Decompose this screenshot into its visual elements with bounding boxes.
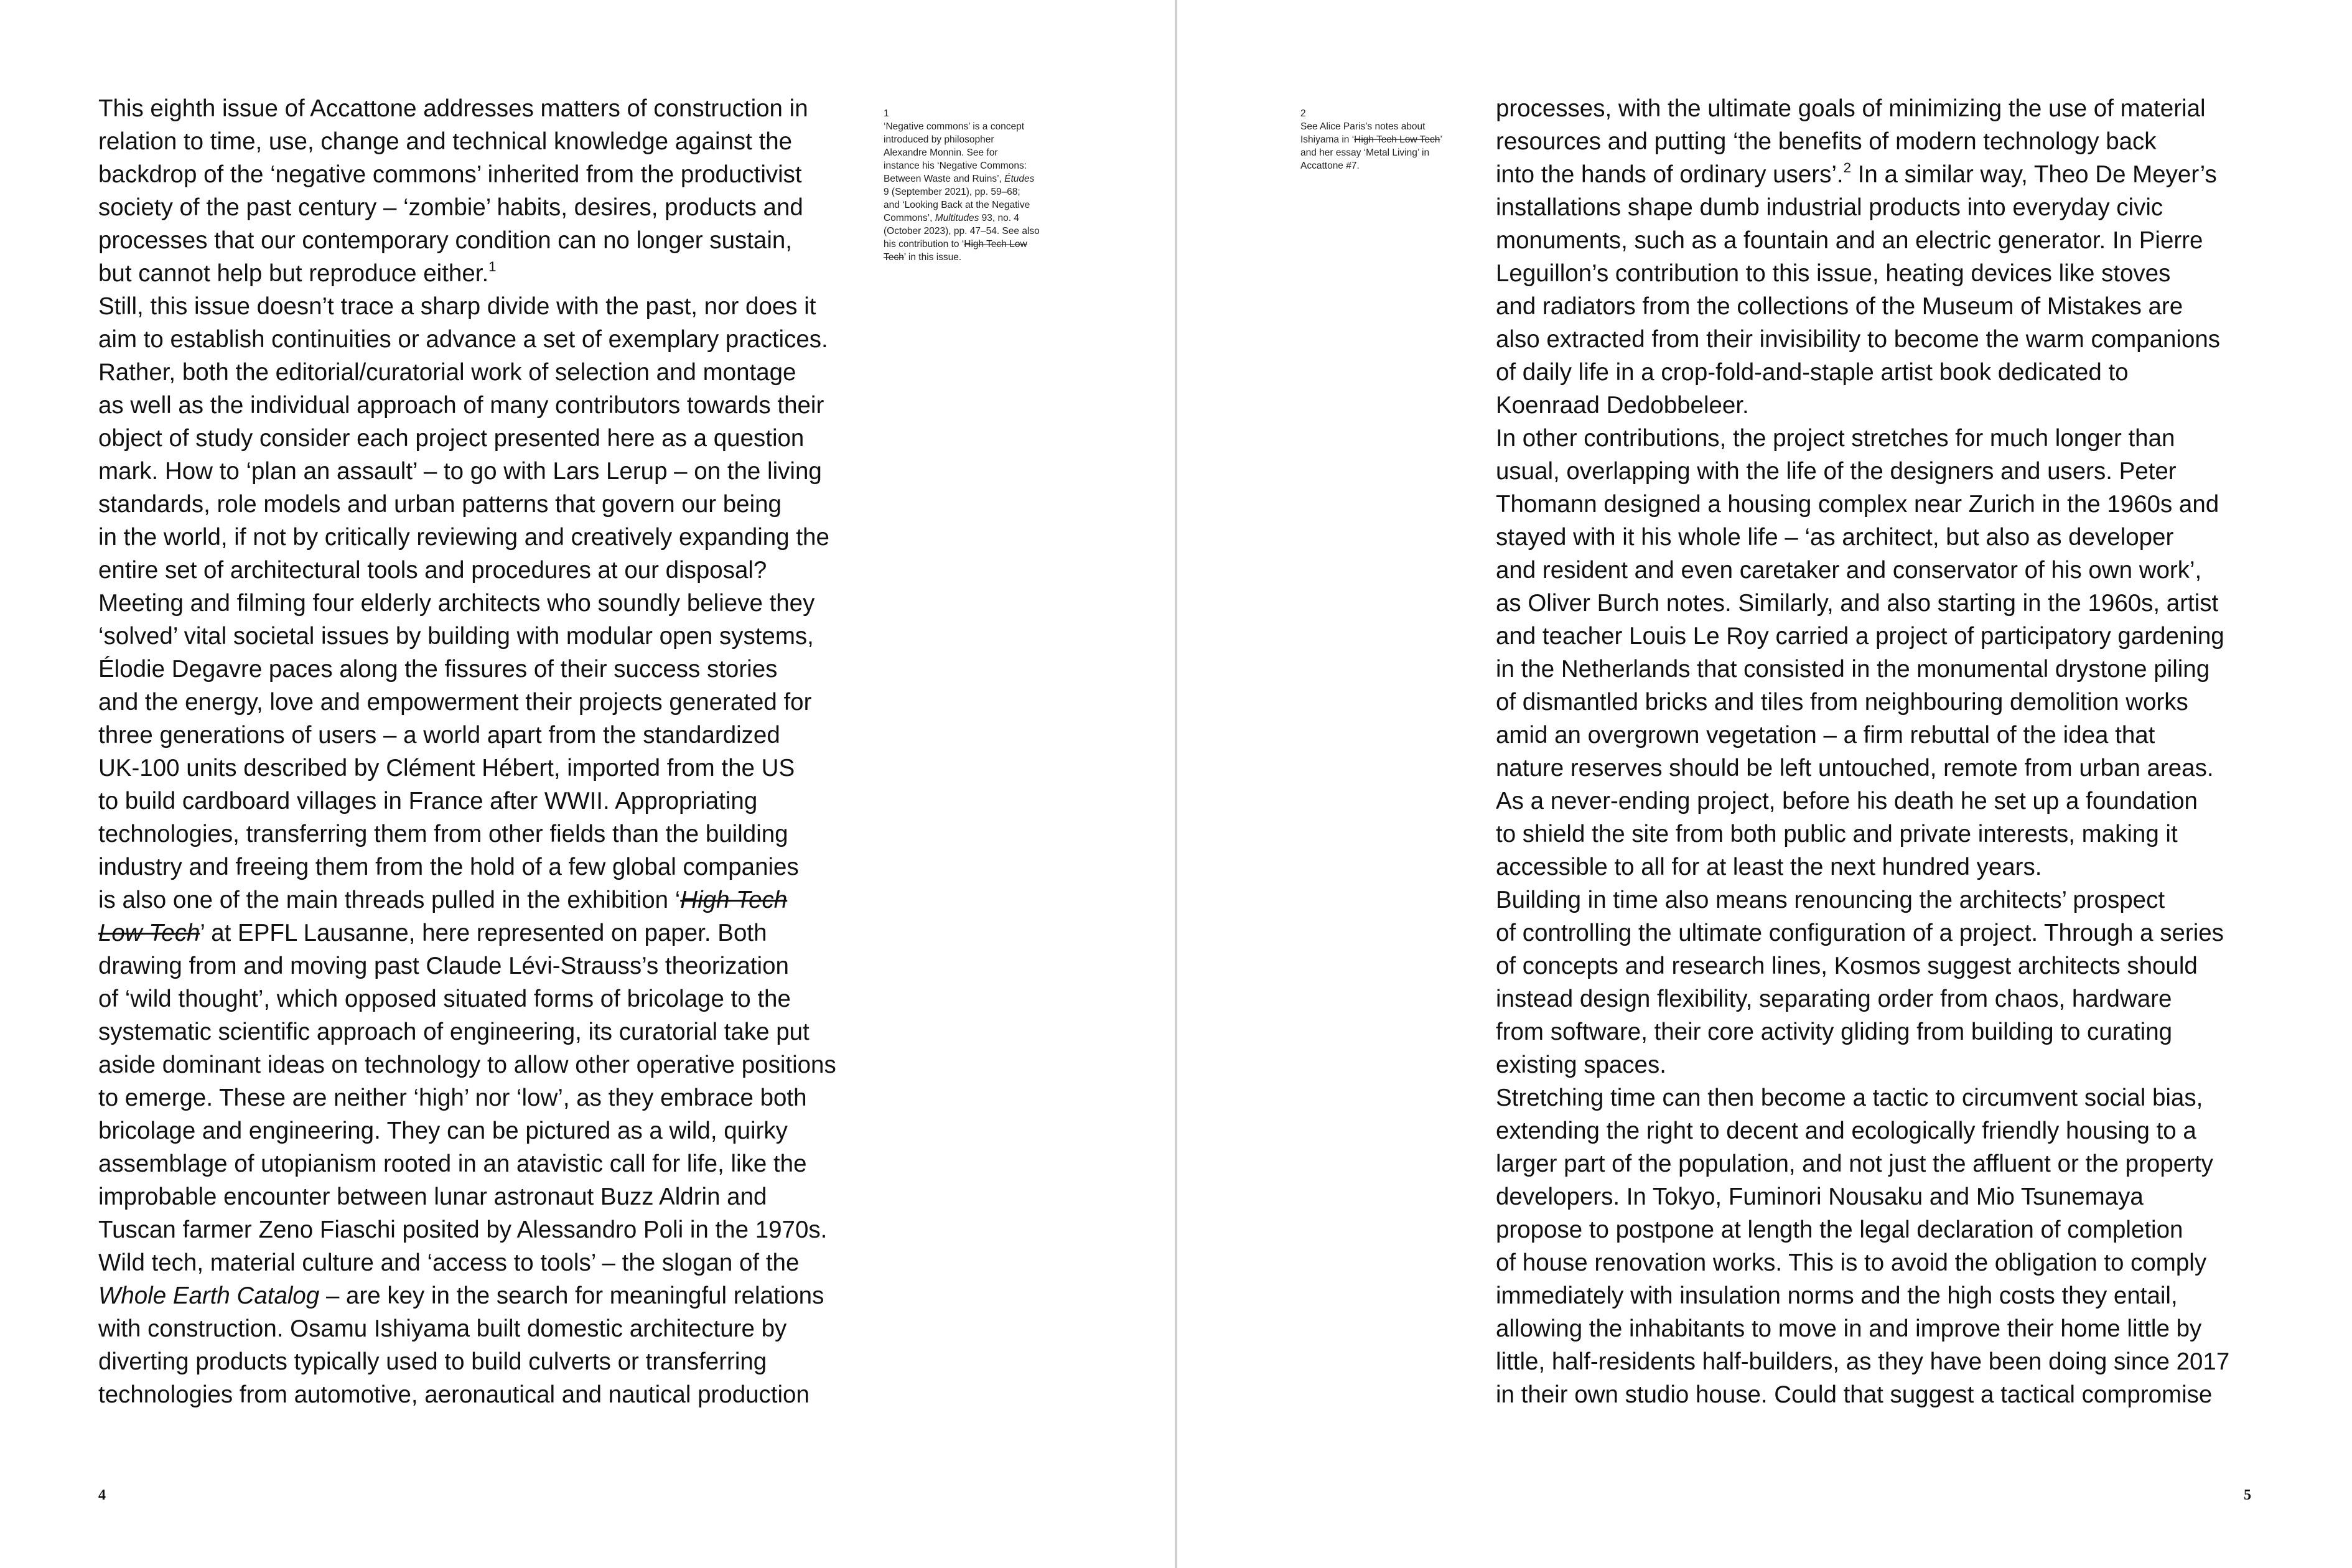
- left-page-body: [98, 92, 870, 1411]
- text-line: allowing the inhabitants to move in and improve their home little by: [1496, 1315, 2202, 1342]
- text-line: systematic scientific approach of engineering, its curatorial take put: [98, 1019, 810, 1045]
- text-line: This eighth issue of Accattone addresses matters of construction in: [98, 95, 808, 122]
- text-line: Thomann designed a housing complex near Zurich in the 1960s and: [1496, 491, 2219, 518]
- text-line: developers. In Tokyo, Fuminori Nousaku and Mio Tsunemaya: [1496, 1183, 2144, 1210]
- catalog-title: Whole Earth Catalog: [98, 1282, 320, 1309]
- text-line: to build cardboard villages in France after WWII. Appropriating: [98, 788, 758, 814]
- text-line: to shield the site from both public and private interests, making it: [1496, 821, 2178, 847]
- footnote-ref-2[interactable]: 2: [1843, 159, 1851, 175]
- text-line: as well as the individual approach of many contributors towards their: [98, 392, 824, 419]
- footnote-line: (October 2023), pp. 47–54. See also: [884, 226, 1040, 236]
- page-gutter: [1175, 0, 1177, 1568]
- text-line: mark. How to ‘plan an assault’ – to go with Lars Lerup – on the living: [98, 458, 822, 485]
- footnote-line: ‘Negative commons’ is a concept: [884, 121, 1024, 132]
- footnote-ref-1[interactable]: 1: [488, 258, 497, 274]
- footnote-line: his contribution to ‘High Tech Low: [884, 239, 1027, 250]
- text-line: ‘solved’ vital societal issues by building with modular open systems,: [98, 623, 814, 650]
- text-line: aim to establish continuities or advance a set of exemplary practices.: [98, 326, 828, 353]
- text-line: Low Tech’ at EPFL Lausanne, here represented on paper. Both: [98, 920, 767, 946]
- text-line: Still, this issue doesn’t trace a sharp divide with the past, nor does it: [98, 293, 816, 320]
- text-line: Building in time also means renouncing the architects’ prospect: [1496, 887, 2165, 913]
- text-line: Koenraad Dedobbeleer.: [1496, 392, 1749, 419]
- text-line: also extracted from their invisibility to become the warm companions: [1496, 326, 2221, 353]
- text-line: amid an overgrown vegetation – a firm rebuttal of the idea that: [1496, 722, 2155, 749]
- text-line: improbable encounter between lunar astronaut Buzz Aldrin and: [98, 1183, 767, 1210]
- text-line: diverting products typically used to build culverts or transferring: [98, 1348, 767, 1375]
- text-line: propose to postpone at length the legal declaration of completion: [1496, 1216, 2183, 1243]
- text-line: in their own studio house. Could that suggest a tactical compromise: [1496, 1381, 2213, 1408]
- text-line: accessible to all for at least the next hundred years.: [1496, 854, 2042, 880]
- footnote-2: [1300, 107, 1487, 172]
- footnote-line: Tech’ in this issue.: [884, 252, 962, 263]
- text-line: entire set of architectural tools and procedures at our disposal?: [98, 557, 767, 584]
- text-line: of ‘wild thought’, which opposed situated forms of bricolage to the: [98, 986, 791, 1012]
- text-line: nature reserves should be left untouched, remote from urban areas.: [1496, 755, 2214, 782]
- text-line: Rather, both the editorial/curatorial work of selection and montage: [98, 359, 796, 386]
- text-line: of house renovation works. This is to avoid the obligation to comply: [1496, 1249, 2207, 1276]
- text-line: little, half-residents half-builders, as they have been doing since 2017: [1496, 1348, 2230, 1375]
- text-line: of daily life in a crop-fold-and-staple artist book dedicated to: [1496, 359, 2129, 386]
- text-line: of dismantled bricks and tiles from neighbouring demolition works: [1496, 689, 2188, 716]
- text-line: In other contributions, the project stretches for much longer than: [1496, 425, 2175, 452]
- footnote-line: and ‘Looking Back at the Negative: [884, 200, 1030, 210]
- text-line: assemblage of utopianism rooted in an atavistic call for life, like the: [98, 1150, 807, 1177]
- text-line: society of the past century – ‘zombie’ habits, desires, products and: [98, 194, 803, 221]
- footnote-line: introduced by philosopher: [884, 134, 994, 145]
- text-line: larger part of the population, and not just the affluent or the property: [1496, 1150, 2213, 1177]
- footnote-line: and her essay ‘Metal Living’ in: [1300, 147, 1430, 158]
- right-page-body: [1496, 92, 2267, 1411]
- footnote-line: Ishiyama in ‘High Tech Low Tech’: [1300, 134, 1442, 145]
- text-line: Stretching time can then become a tactic to circumvent social bias,: [1496, 1085, 2203, 1111]
- text-line: is also one of the main threads pulled in the exhibition ‘High Tech: [98, 887, 788, 913]
- text-line: Wild tech, material culture and ‘access to tools’ – the slogan of the: [98, 1249, 800, 1276]
- text-line: as Oliver Burch notes. Similarly, and also starting in the 1960s, artist: [1496, 590, 2219, 617]
- text-line: monuments, such as a fountain and an electric generator. In Pierre: [1496, 227, 2203, 254]
- text-line: and radiators from the collections of the Museum of Mistakes are: [1496, 293, 2183, 320]
- text-line: and resident and even caretaker and conservator of his own work’,: [1496, 557, 2202, 584]
- text-line: of concepts and research lines, Kosmos suggest architects should: [1496, 953, 2198, 979]
- footnote-line: Accattone #7.: [1300, 161, 1360, 171]
- text-line: of controlling the ultimate configuration of a project. Through a series: [1496, 920, 2224, 946]
- text-line: existing spaces.: [1496, 1052, 1666, 1078]
- text-line: resources and putting ‘the benefits of modern technology back: [1496, 128, 2157, 155]
- text-line: instead design flexibility, separating order from chaos, hardware: [1496, 986, 2172, 1012]
- footnote-line: instance his ‘Negative Commons:: [884, 161, 1027, 171]
- footnote-1: [884, 107, 1070, 264]
- text-line: processes, with the ultimate goals of minimizing the use of material: [1496, 95, 2206, 122]
- text-line: and teacher Louis Le Roy carried a project of participatory gardening: [1496, 623, 2224, 650]
- exhibition-title: Low Tech: [98, 920, 200, 946]
- text-line: immediately with insulation norms and the high costs they entail,: [1496, 1282, 2178, 1309]
- text-line: aside dominant ideas on technology to allow other operative positions: [98, 1052, 836, 1078]
- text-line: technologies from automotive, aeronautical and nautical production: [98, 1381, 810, 1408]
- text-line: extending the right to decent and ecologically friendly housing to a: [1496, 1118, 2196, 1144]
- text-line: but cannot help but reproduce either.$^1$: [98, 258, 497, 287]
- text-line: usual, overlapping with the life of the designers and users. Peter: [1496, 458, 2177, 485]
- footnote-line: Between Waste and Ruins’, Études: [884, 174, 1035, 184]
- text-line: three generations of users – a world apart from the standardized: [98, 722, 780, 749]
- footnote-line: Alexandre Monnin. See for: [884, 147, 998, 158]
- footnote-number: 1: [884, 108, 889, 119]
- text-line: Meeting and filming four elderly architects who soundly believe they: [98, 590, 815, 617]
- text-line: bricolage and engineering. They can be pictured as a wild, quirky: [98, 1118, 788, 1144]
- footnote-line: See Alice Paris’s notes about: [1300, 121, 1426, 132]
- text-line: Élodie Degavre paces along the fissures of their success stories: [98, 656, 778, 683]
- text-line: installations shape dumb industrial products into everyday civic: [1496, 194, 2163, 221]
- text-line: Leguillon’s contribution to this issue, heating devices like stoves: [1496, 260, 2171, 287]
- text-line: and the energy, love and empowerment their projects generated for: [98, 689, 812, 716]
- text-line: object of study consider each project presented here as a question: [98, 425, 805, 452]
- text-line: into the hands of ordinary users’.$^2$ In a similar way, Theo De Meyer’s: [1496, 159, 2217, 188]
- footnote-number: 2: [1300, 108, 1306, 119]
- text-line: Whole Earth Catalog – are key in the search for meaningful relations: [98, 1282, 824, 1309]
- footnote-line: Commons’, Multitudes 93, no. 4: [884, 213, 1019, 223]
- text-line: stayed with it his whole life – ‘as architect, but also as developer: [1496, 524, 2174, 551]
- text-line: with construction. Osamu Ishiyama built domestic architecture by: [98, 1315, 787, 1342]
- text-line: industry and freeing them from the hold of a few global companies: [98, 854, 799, 880]
- page-number-left: 4: [98, 1487, 106, 1503]
- text-line: from software, their core activity gliding from building to curating: [1496, 1019, 2173, 1045]
- text-line: UK-100 units described by Clément Hébert, imported from the US: [98, 755, 795, 782]
- text-line: relation to time, use, change and technical knowledge against the: [98, 128, 793, 155]
- text-line: to emerge. These are neither ‘high’ nor ‘low’, as they embrace both: [98, 1085, 807, 1111]
- text-line: Tuscan farmer Zeno Fiaschi posited by Alessandro Poli in the 1970s.: [98, 1216, 828, 1243]
- text-line: As a never-ending project, before his death he set up a foundation: [1496, 788, 2198, 814]
- text-line: technologies, transferring them from other fields than the building: [98, 821, 788, 847]
- text-line: in the world, if not by critically reviewing and creatively expanding the: [98, 524, 829, 551]
- page-number-right: 5: [2244, 1487, 2251, 1503]
- text-line: drawing from and moving past Claude Lévi-Strauss’s theorization: [98, 953, 789, 979]
- footnote-line: 9 (September 2021), pp. 59–68;: [884, 187, 1020, 197]
- exhibition-title: High Tech: [680, 887, 788, 913]
- text-line: backdrop of the ‘negative commons’ inherited from the productivist: [98, 161, 802, 188]
- text-line: processes that our contemporary condition can no longer sustain,: [98, 227, 792, 254]
- text-line: in the Netherlands that consisted in the monumental drystone piling: [1496, 656, 2210, 683]
- text-line: standards, role models and urban patterns that govern our being: [98, 491, 782, 518]
